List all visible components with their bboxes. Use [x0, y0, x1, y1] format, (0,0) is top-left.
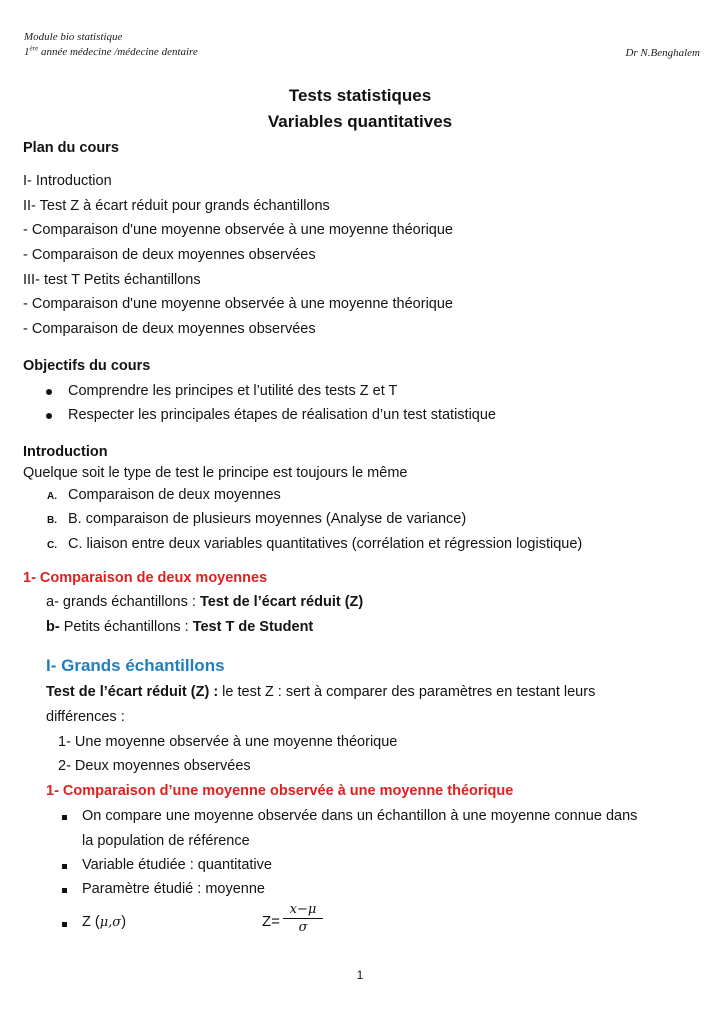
formula-fraction — [283, 902, 323, 935]
list-letter: B. — [47, 515, 57, 526]
comparaison-bullet: On compare une moyenne observée dans un échantillon à une moyenne connue dans — [82, 808, 638, 824]
list-letter: C. — [47, 540, 57, 551]
page-subtitle: Variables quantitatives — [267, 112, 453, 131]
comparaison-bullet: Paramètre étudié : moyenne — [82, 881, 265, 897]
grands-heading: I- Grands échantillons — [46, 656, 225, 675]
section1-heading: 1- Comparaison de deux moyennes — [23, 570, 268, 586]
plan-item: II- Test Z à écart réduit pour grands échantillons — [23, 198, 330, 214]
bullet-icon — [46, 413, 52, 419]
plan-heading: Plan du cours — [23, 140, 119, 156]
introduction-heading: Introduction — [23, 444, 108, 460]
introduction-item: C. liaison entre deux variables quantitatives (corrélation et régression logistique) — [68, 536, 583, 552]
test-description-cont: différences : — [46, 709, 125, 725]
grands-item: 1- Une moyenne observée à une moyenne théorique — [58, 734, 398, 750]
formula-denominator: σ — [298, 920, 308, 935]
fraction-bar — [283, 918, 323, 919]
comparaison-heading: 1- Comparaison d’une moyenne observée à une moyenne théorique — [46, 783, 514, 799]
square-bullet-icon — [62, 864, 67, 869]
bullet-icon — [46, 389, 52, 395]
introduction-item: Comparaison de deux moyennes — [68, 487, 281, 503]
square-bullet-icon — [62, 815, 67, 820]
square-bullet-icon — [62, 888, 67, 893]
grands-item: 2- Deux moyennes observées — [58, 758, 251, 774]
author-label: Dr N.Benghalem — [625, 47, 700, 59]
header-left — [24, 30, 198, 60]
plan-item: III- test T Petits échantillons — [23, 272, 201, 288]
page-number: 1 — [356, 968, 364, 982]
objectif-item: Comprendre les principes et l’utilité des tests Z et T — [68, 383, 398, 399]
section1-item-a: a- grands échantillons : Test de l’écart réduit (Z) — [46, 594, 364, 610]
objectif-item: Respecter les principales étapes de réalisation d’un test statistique — [68, 407, 496, 423]
z-formula — [262, 913, 280, 930]
comparaison-bullet-cont: la population de référence — [82, 833, 250, 849]
section1-item-b: b- Petits échantillons : Test T de Student — [46, 619, 314, 635]
list-letter: A. — [47, 491, 57, 502]
page-title: Tests statistiques — [288, 86, 432, 105]
formula-lhs: Z= — [262, 913, 280, 930]
comparaison-bullet: Variable étudiée : quantitative — [82, 857, 272, 873]
year-label: 1ère année médecine /médecine dentaire — [24, 44, 198, 58]
plan-item: - Comparaison d'une moyenne observée à une moyenne théorique — [23, 296, 453, 312]
introduction-text: Quelque soit le type de test le principe est toujours le même — [23, 465, 408, 481]
plan-item: - Comparaison de deux moyennes observées — [23, 247, 316, 263]
module-label: Module bio statistique — [24, 31, 123, 43]
plan-item: - Comparaison d'une moyenne observée à une moyenne théorique — [23, 222, 453, 238]
objectifs-heading: Objectifs du cours — [23, 358, 151, 374]
test-description: Test de l’écart réduit (Z) : le test Z : sert à comparer des paramètres en testant leurs — [46, 684, 596, 700]
z-distribution: Z (μ,σ) — [82, 914, 127, 930]
introduction-item: B. comparaison de plusieurs moyennes (Analyse de variance) — [68, 511, 467, 527]
plan-item: I- Introduction — [23, 173, 112, 189]
formula-numerator: x−μ — [289, 902, 317, 917]
square-bullet-icon — [62, 922, 67, 927]
plan-item: - Comparaison de deux moyennes observées — [23, 321, 316, 337]
